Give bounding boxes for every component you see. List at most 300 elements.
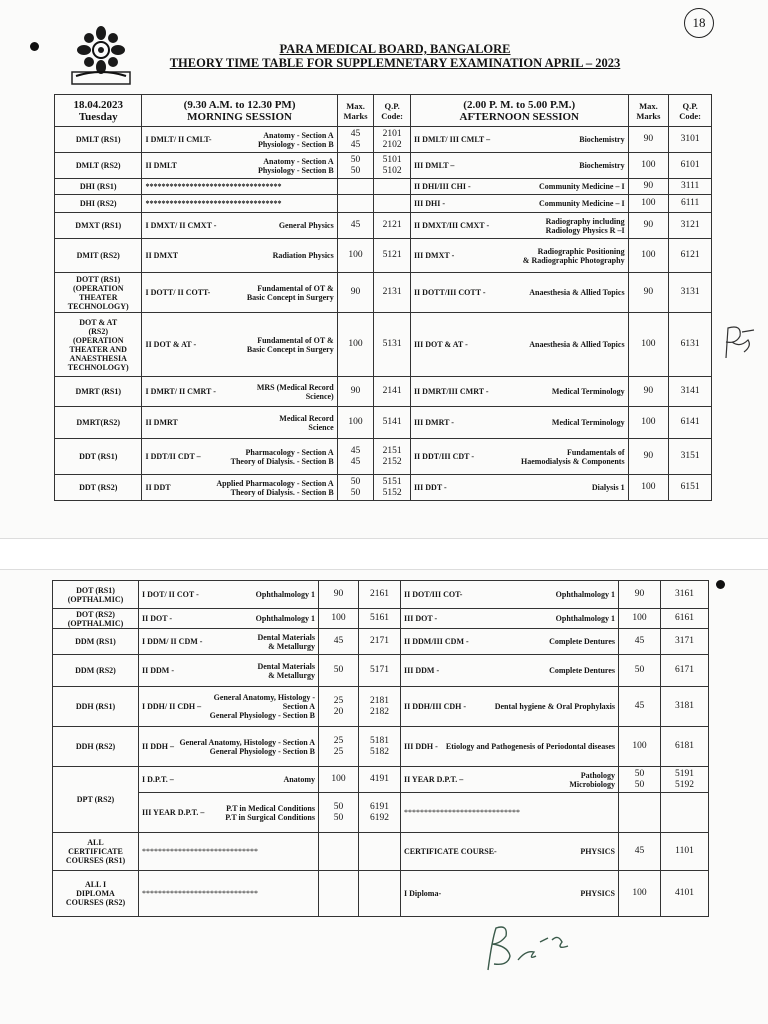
afternoon-max-marks: 90: [628, 127, 669, 153]
morning-paper-cell: [139, 727, 319, 767]
morning-qp-code: 2141: [374, 377, 411, 407]
morning-paper-cell: [142, 377, 337, 407]
session-subject: [404, 590, 615, 599]
afternoon-max-marks: 90: [628, 213, 669, 239]
morning-qp-code: 5161: [359, 609, 401, 629]
session-subject: [142, 633, 315, 651]
subject-name: Radiographic Positioning & Radiographic Photography: [522, 246, 625, 265]
morning-max-marks: 45 45: [337, 439, 374, 475]
date-header-cell: [55, 95, 142, 127]
signature-mark: [478, 920, 588, 980]
paper-code: III YEAR D.P.T. –: [142, 808, 205, 817]
afternoon-qp-code: [661, 793, 709, 833]
subject-name: Etiology and Pathogenesis of Periodontal diseases: [445, 742, 615, 751]
qp-code-header: Q.P. Code:: [669, 95, 712, 127]
page-break: [0, 538, 768, 570]
morning-max-marks: 25 25: [319, 727, 359, 767]
morning-paper-cell: [142, 273, 337, 313]
session-subject: [414, 288, 625, 297]
subject-name: Medical Terminology: [551, 418, 625, 427]
afternoon-max-marks: 90: [628, 439, 669, 475]
afternoon-qp-code: 1101: [661, 833, 709, 871]
session-subject: [145, 182, 333, 191]
course-cell: DOT (RS2) (OPTHALMIC): [53, 609, 139, 629]
morning-max-marks: 90: [337, 273, 374, 313]
subject-name: Fundamental of OT & Basic Concept in Surgery: [246, 283, 334, 302]
paper-code: II DDH/III CDH -: [404, 702, 467, 711]
table-row: [55, 213, 712, 239]
course-cell: ALL I DIPLOMA COURSES (RS2): [53, 871, 139, 917]
table-row: [55, 407, 712, 439]
afternoon-qp-code: 6101: [669, 153, 712, 179]
afternoon-max-marks: [619, 793, 661, 833]
afternoon-qp-code: 3161: [661, 581, 709, 609]
morning-max-marks: 45 45: [337, 127, 374, 153]
paper-code: II DDH –: [142, 742, 175, 751]
subject-name: Dental hygiene & Oral Prophylaxis: [494, 702, 615, 711]
session-subject: [145, 479, 333, 497]
paper-code: II DDM/III CDM -: [404, 637, 469, 646]
afternoon-max-marks: 90: [628, 179, 669, 195]
session-subject: [414, 418, 625, 427]
paper-code: II DDM -: [142, 666, 174, 675]
morning-paper-cell: [142, 439, 337, 475]
subject-name: Anaesthesia & Allied Topics: [529, 288, 625, 297]
course-cell: DDM (RS2): [53, 655, 139, 687]
table-row: [53, 871, 709, 917]
paper-code: III DDH -: [404, 742, 438, 751]
subject-name: Ophthalmology 1: [555, 614, 615, 623]
morning-qp-code: 2151 2152: [374, 439, 411, 475]
afternoon-qp-code: 6161: [661, 609, 709, 629]
morning-max-marks: 45: [319, 629, 359, 655]
paper-code: **********************************: [145, 199, 282, 208]
afternoon-paper-cell: [401, 609, 619, 629]
morning-paper-cell: [142, 153, 337, 179]
afternoon-paper-cell: [410, 195, 628, 213]
afternoon-paper-cell: [410, 239, 628, 273]
afternoon-qp-code: 6181: [661, 727, 709, 767]
subject-name: Pharmacology - Section A Theory of Dialysis. - Section B: [230, 447, 334, 466]
morning-paper-cell: *****************************: [139, 871, 319, 917]
morning-qp-code: 5171: [359, 655, 401, 687]
afternoon-paper-cell: [401, 727, 619, 767]
afternoon-qp-code: 6121: [669, 239, 712, 273]
subject-name: Biochemistry: [579, 161, 625, 170]
afternoon-paper-cell: [401, 833, 619, 871]
page-number: 18: [684, 8, 714, 38]
exam-date: 18.04.2023: [73, 98, 123, 111]
paper-code: III DOT -: [404, 614, 438, 623]
course-cell: DDT (RS1): [55, 439, 142, 475]
table-row: [55, 195, 712, 213]
morning-paper-cell: [139, 767, 319, 793]
course-cell: DDH (RS1): [53, 687, 139, 727]
morning-qp-code: 2131: [374, 273, 411, 313]
session-subject: [145, 284, 333, 302]
paper-code: I D.P.T. –: [142, 775, 174, 784]
subject-name: P.T in Medical Conditions P.T in Surgical Conditions: [225, 803, 315, 822]
morning-time: (9.30 A.M. to 12.30 PM): [183, 98, 296, 111]
morning-qp-code: 5151 5152: [374, 475, 411, 501]
session-subject: [142, 693, 315, 720]
morning-paper-cell: [139, 629, 319, 655]
afternoon-max-marks: 90: [628, 273, 669, 313]
morning-paper-cell: [142, 239, 337, 273]
afternoon-max-marks: 100: [628, 313, 669, 377]
afternoon-qp-code: 3151: [669, 439, 712, 475]
afternoon-qp-code: 4101: [661, 871, 709, 917]
subject-name: Biochemistry: [579, 135, 625, 144]
afternoon-paper-cell: [410, 439, 628, 475]
paper-code: I DMXT/ II CMXT -: [145, 221, 217, 230]
afternoon-time: (2.00 P. M. to 5.00 P.M.): [463, 98, 576, 111]
paper-code: II DOT/III COT-: [404, 590, 463, 599]
course-cell: DMRT (RS1): [55, 377, 142, 407]
table-row: [55, 127, 712, 153]
session-subject: [404, 614, 615, 623]
subject-name: General Physics: [278, 221, 334, 230]
paper-code: I DMLT/ II CMLT-: [145, 135, 212, 144]
paper-code: II DOT & AT -: [145, 340, 197, 349]
morning-paper-cell: [139, 655, 319, 687]
board-title: PARA MEDICAL BOARD, BANGALORE: [279, 42, 511, 56]
subject-name: Dental Materials & Metallurgy: [257, 661, 315, 680]
table-row: [55, 475, 712, 501]
morning-qp-code: 5121: [374, 239, 411, 273]
session-subject: [145, 199, 333, 208]
session-subject: [414, 135, 625, 144]
timetable-bottom: [52, 580, 709, 917]
afternoon-label: AFTERNOON SESSION: [459, 110, 580, 123]
afternoon-paper-cell: [410, 407, 628, 439]
paper-code: I DOTT/ II COTT-: [145, 288, 211, 297]
afternoon-max-marks: 100: [628, 407, 669, 439]
afternoon-paper-cell: [401, 655, 619, 687]
afternoon-qp-code: 6141: [669, 407, 712, 439]
subject-name: Ophthalmology 1: [555, 590, 615, 599]
session-subject: [145, 448, 333, 466]
morning-paper-cell: [139, 609, 319, 629]
afternoon-paper-cell: [410, 475, 628, 501]
afternoon-qp-code: 3141: [669, 377, 712, 407]
table-row: [55, 179, 712, 195]
timetable-title: THEORY TIME TABLE FOR SUPPLEMNETARY EXAMINATION APRIL – 2023: [169, 56, 621, 70]
subject-name: Pathology Microbiology: [569, 770, 615, 789]
afternoon-max-marks: 100: [628, 475, 669, 501]
morning-paper-cell: *****************************: [139, 833, 319, 871]
morning-max-marks: 100: [337, 407, 374, 439]
course-cell: DMLT (RS2): [55, 153, 142, 179]
timetable-top: [54, 94, 712, 501]
morning-qp-code: [374, 179, 411, 195]
morning-paper-cell: [142, 127, 337, 153]
table-row: [55, 313, 712, 377]
morning-paper-cell: [142, 407, 337, 439]
paper-code: II DMXT/III CMXT -: [413, 221, 490, 230]
signature-mark: [718, 322, 758, 362]
paper-code: II YEAR D.P.T. –: [404, 775, 464, 784]
paper-code: III DHI -: [413, 199, 446, 208]
subject-name: Radiography including Radiology Physics R –I: [545, 216, 625, 235]
subject-name: Radiation Physics: [272, 251, 334, 260]
afternoon-qp-code: 3171: [661, 629, 709, 655]
session-subject: [145, 251, 333, 260]
paper-code: II DMLT: [145, 161, 177, 170]
subject-name: Medical Record Science: [279, 413, 334, 432]
subject-name: Complete Dentures: [549, 666, 615, 675]
paper-code: I Diploma-: [404, 889, 442, 898]
max-marks-header: Max. Marks: [337, 95, 374, 127]
session-subject: [145, 221, 333, 230]
afternoon-paper-cell: [401, 687, 619, 727]
session-subject: [142, 590, 315, 599]
subject-name: Dental Materials & Metallurgy: [257, 632, 315, 651]
punch-hole-mark: [716, 580, 725, 589]
course-cell: DOT & AT (RS2) (OPERATION THEATER AND ANAESTHESIA TECHNOLOGY): [55, 313, 142, 377]
session-subject: [142, 775, 315, 784]
course-cell: DDH (RS2): [53, 727, 139, 767]
course-cell: DMLT (RS1): [55, 127, 142, 153]
table-row: [55, 239, 712, 273]
morning-max-marks: [319, 833, 359, 871]
course-cell: DDT (RS2): [55, 475, 142, 501]
afternoon-max-marks: 45: [619, 629, 661, 655]
session-subject: [414, 387, 625, 396]
course-cell: DPT (RS2): [53, 767, 139, 833]
table-row: [55, 273, 712, 313]
morning-paper-cell: [139, 687, 319, 727]
subject-name: Dialysis 1: [591, 483, 625, 492]
afternoon-paper-cell: [401, 871, 619, 917]
course-cell: DOTT (RS1) (OPERATION THEATER TECHNOLOGY): [55, 273, 142, 313]
session-subject: [142, 738, 315, 756]
morning-paper-cell: [139, 793, 319, 833]
subject-name: Anaesthesia & Allied Topics: [529, 340, 625, 349]
morning-paper-cell: [139, 581, 319, 609]
table-row: [53, 687, 709, 727]
session-subject: [404, 666, 615, 675]
morning-max-marks: [337, 179, 374, 195]
afternoon-max-marks: 50: [619, 655, 661, 687]
session-subject: [145, 336, 333, 354]
session-subject: [145, 157, 333, 175]
session-subject: [414, 247, 625, 265]
morning-qp-code: 4191: [359, 767, 401, 793]
paper-code: **********************************: [145, 182, 282, 191]
afternoon-qp-code: 6111: [669, 195, 712, 213]
morning-max-marks: 90: [319, 581, 359, 609]
morning-header-cell: [142, 95, 337, 127]
morning-max-marks: 50 50: [337, 153, 374, 179]
session-subject: [414, 217, 625, 235]
table-row: [53, 767, 709, 793]
session-subject: [414, 483, 625, 492]
paper-code: II DDT/III CDT -: [413, 452, 475, 461]
morning-max-marks: 45: [337, 213, 374, 239]
morning-max-marks: 50 50: [337, 475, 374, 501]
paper-code: I DMRT/ II CMRT -: [145, 387, 216, 396]
morning-max-marks: 100: [319, 609, 359, 629]
afternoon-qp-code: 6151: [669, 475, 712, 501]
afternoon-max-marks: 45: [619, 687, 661, 727]
morning-qp-code: 5181 5182: [359, 727, 401, 767]
subject-name: PHYSICS: [580, 847, 615, 856]
afternoon-qp-code: 6131: [669, 313, 712, 377]
session-subject: [145, 414, 333, 432]
subject-name: Complete Dentures: [549, 637, 615, 646]
table-row: [53, 727, 709, 767]
course-cell: DHI (RS1): [55, 179, 142, 195]
table-row: [53, 833, 709, 871]
exam-day: Tuesday: [78, 110, 118, 123]
subject-name: Community Medicine – I: [539, 182, 625, 191]
subject-name: Fundamentals of Haemodialysis & Components: [521, 447, 625, 466]
paper-code: II DMRT: [145, 418, 178, 427]
max-marks-header: Max. Marks: [628, 95, 669, 127]
afternoon-paper-cell: [401, 767, 619, 793]
afternoon-paper-cell: [410, 273, 628, 313]
subject-name: Fundamental of OT & Basic Concept in Surgery: [246, 335, 334, 354]
session-subject: [414, 182, 625, 191]
afternoon-paper-cell: [410, 127, 628, 153]
afternoon-max-marks: 90: [628, 377, 669, 407]
table-row: [53, 655, 709, 687]
punch-hole-mark: [30, 42, 39, 51]
afternoon-max-marks: 100: [619, 609, 661, 629]
subject-name: Community Medicine – I: [539, 199, 625, 208]
afternoon-max-marks: 100: [628, 195, 669, 213]
session-subject: [142, 804, 315, 822]
subject-name: MRS (Medical Record Science): [256, 382, 334, 401]
afternoon-qp-code: 3131: [669, 273, 712, 313]
subject-name: Anatomy - Section A Physiology - Section B: [257, 156, 334, 175]
paper-code: III DMXT -: [413, 251, 455, 260]
morning-max-marks: 90: [337, 377, 374, 407]
paper-code: III DDM -: [404, 666, 440, 675]
morning-qp-code: 5101 5102: [374, 153, 411, 179]
afternoon-paper-cell: [410, 313, 628, 377]
subject-name: General Anatomy, Histology - Section A General Physiology - Section B: [179, 737, 315, 756]
paper-code: II DMXT: [145, 251, 179, 260]
course-cell: DMRT(RS2): [55, 407, 142, 439]
afternoon-qp-code: 3111: [669, 179, 712, 195]
session-subject: [145, 131, 333, 149]
afternoon-max-marks: 100: [619, 727, 661, 767]
morning-qp-code: [359, 833, 401, 871]
morning-paper-cell: [142, 313, 337, 377]
morning-paper-cell: [142, 475, 337, 501]
afternoon-max-marks: 100: [628, 239, 669, 273]
morning-qp-code: 6191 6192: [359, 793, 401, 833]
course-cell: DDM (RS1): [53, 629, 139, 655]
morning-qp-code: [374, 195, 411, 213]
afternoon-qp-code: 5191 5192: [661, 767, 709, 793]
session-subject: [404, 889, 615, 898]
morning-qp-code: 5141: [374, 407, 411, 439]
afternoon-paper-cell: [401, 629, 619, 655]
morning-qp-code: [359, 871, 401, 917]
subject-name: General Anatomy, Histology - Section A General Physiology - Section B: [209, 693, 315, 720]
paper-code: III DMRT -: [413, 418, 454, 427]
course-cell: DMXT (RS1): [55, 213, 142, 239]
paper-code: I DDT/II CDT –: [145, 452, 201, 461]
afternoon-qp-code: 3121: [669, 213, 712, 239]
session-subject: [414, 161, 625, 170]
subject-name: Anatomy - Section A Physiology - Section B: [257, 130, 334, 149]
session-subject: [414, 199, 625, 208]
session-subject: [404, 637, 615, 646]
paper-code: II DMLT/ III CMLT –: [413, 135, 491, 144]
table-row: [55, 439, 712, 475]
morning-max-marks: 50: [319, 655, 359, 687]
morning-qp-code: 2121: [374, 213, 411, 239]
morning-max-marks: [337, 195, 374, 213]
table-row: [53, 793, 709, 833]
course-cell: ALL CERTIFICATE COURSES (RS1): [53, 833, 139, 871]
paper-code: III DOT & AT -: [413, 340, 468, 349]
subject-name: Ophthalmology 1: [255, 590, 315, 599]
session-subject: [142, 662, 315, 680]
paper-code: II DOT -: [142, 614, 173, 623]
course-cell: DHI (RS2): [55, 195, 142, 213]
paper-code: III DDT -: [413, 483, 447, 492]
paper-code: III DMLT –: [413, 161, 455, 170]
afternoon-paper-cell: [410, 153, 628, 179]
afternoon-max-marks: 45: [619, 833, 661, 871]
afternoon-qp-code: 3181: [661, 687, 709, 727]
morning-max-marks: 50 50: [319, 793, 359, 833]
morning-max-marks: 25 20: [319, 687, 359, 727]
morning-paper-cell: [142, 195, 337, 213]
course-cell: DOT (RS1) (OPTHALMIC): [53, 581, 139, 609]
session-subject: [414, 448, 625, 466]
qp-code-header: Q.P. Code:: [374, 95, 411, 127]
morning-qp-code: 2181 2182: [359, 687, 401, 727]
paper-code: II DOTT/III COTT -: [413, 288, 486, 297]
session-subject: [145, 383, 333, 401]
paper-code: I DOT/ II COT -: [142, 590, 199, 599]
table-row: [55, 377, 712, 407]
table-row: [55, 153, 712, 179]
afternoon-max-marks: 90: [619, 581, 661, 609]
afternoon-max-marks: 100: [619, 871, 661, 917]
morning-label: MORNING SESSION: [187, 110, 292, 123]
session-subject: [414, 340, 625, 349]
paper-code: II DDT: [145, 483, 171, 492]
table-row: [53, 581, 709, 609]
session-subject: [404, 702, 615, 711]
afternoon-paper-cell: [410, 179, 628, 195]
morning-paper-cell: [142, 213, 337, 239]
morning-qp-code: 2171: [359, 629, 401, 655]
morning-max-marks: 100: [337, 239, 374, 273]
morning-qp-code: 2161: [359, 581, 401, 609]
session-subject: [142, 614, 315, 623]
paper-code: II DHI/III CHI -: [413, 182, 471, 191]
paper-code: II DMRT/III CMRT -: [413, 387, 489, 396]
morning-max-marks: 100: [337, 313, 374, 377]
subject-name: Applied Pharmacology - Section A Theory of Dialysis. - Section B: [216, 478, 334, 497]
afternoon-paper-cell: [410, 377, 628, 407]
table-row: [53, 629, 709, 655]
course-cell: DMIT (RS2): [55, 239, 142, 273]
subject-name: Medical Terminology: [551, 387, 625, 396]
session-subject: [404, 847, 615, 856]
paper-code: CERTIFICATE COURSE-: [404, 847, 497, 856]
afternoon-header-cell: [410, 95, 628, 127]
morning-max-marks: [319, 871, 359, 917]
